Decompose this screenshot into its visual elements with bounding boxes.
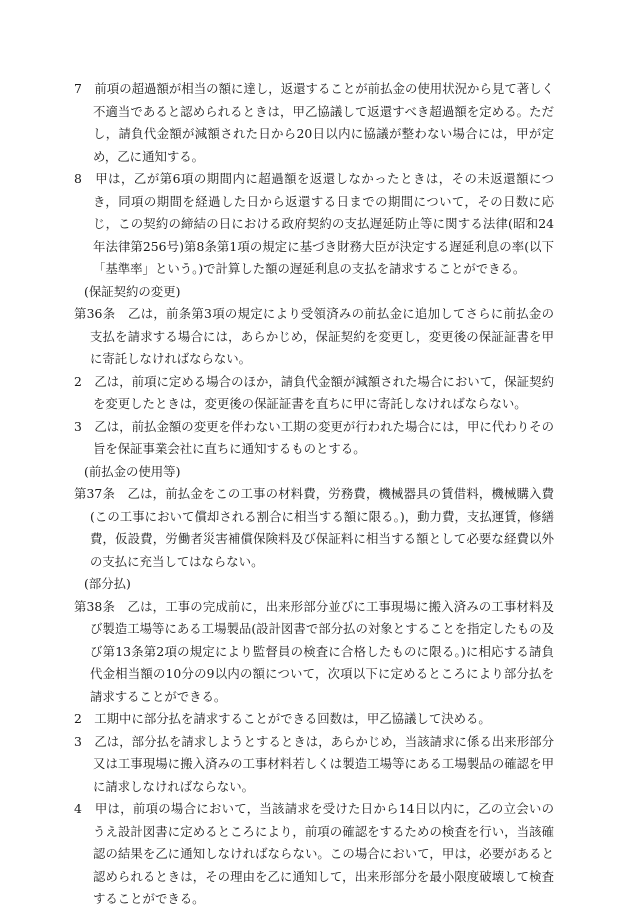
heading-article-37: (前払金の使用等) bbox=[84, 463, 181, 479]
paragraph-36-2: 2 乙は，前項に定める場合のほか，請負代金額が減額された場合において，保証契約を変更したときは，変更後の保証証書を直ちに甲に寄託しなければならない。 bbox=[74, 373, 554, 411]
document-body bbox=[74, 78, 554, 911]
paragraph-38-4: 4 甲は，前項の場合において，当該請求を受けた日から14日以内に，乙の立会いのうえ設計図書に定めるところにより，前項の確認をするための検査を行い，当該確認の結果を乙に通知しなければならない。この場合において，甲は，必要があると認められるときは，その理由を乙に通知して，出来形部分を最小限度破壊して検査することができる。 bbox=[74, 801, 554, 906]
heading-article-38: (部分払) bbox=[84, 576, 131, 591]
article-37: 第37条 乙は，前払金をこの工事の材料費，労務費，機械器具の賃借料，機械購入費(この工事において償却される割合に相当する額に限る。)，動力費，支払運賃，修繕費，仮設費，労働者災害補償保険料及び保証料に相当する額として必要な経費以外の支払に充当してはならない。 bbox=[74, 486, 554, 569]
paragraph-38-2: 2 工期中に部分払を請求することができる回数は，甲乙協議して決める。 bbox=[74, 711, 491, 726]
paragraph-35-7: 7 前項の超過額が相当の額に達し，返還することが前払金の使用状況から見て著しく不適当であると認められるときは，甲乙協議して返還すべき超過額を定める。ただし，請負代金額が減額された日から20日以内に協議が整わない場合には，甲が定め，乙に通知する。 bbox=[74, 81, 554, 164]
article-38: 第38条 乙は，工事の完成前に，出来形部分並びに工事現場に搬入済みの工事材料及び製造工場等にある工場製品(設計図書で部分払の対象とすることを指定したもの及び第13条第2項の規定により監督員の検査に合格したものに限る。)に相応する請負代金相当額の10分の9以内の額について，次項以下に定めるところにより部分払を請求することができる。 bbox=[74, 598, 554, 704]
heading-article-36: (保証契約の変更) bbox=[84, 283, 181, 299]
paragraph-35-8: 8 甲は，乙が第6項の期間内に超過額を返還しなかったときは，その未返還額につき，同項の期間を経過した日から返還する日までの期間について，その日数に応じ，この契約の締結の日における政府契約の支払遅延防止等に関する法律(昭和24年法律第256号)第8条第1項の規定に基づき財務大臣が決定する遅延利息の率(以下「基準率」という。)で計算した額の遅延利息の支払を請求することができる。 bbox=[74, 171, 554, 276]
paragraph-38-3: 3 乙は，部分払を請求しようとするときは，あらかじめ，当該請求に係る出来形部分又は工事現場に搬入済みの工事材料若しくは製造工場等にある工場製品の確認を甲に請求しなければならない。 bbox=[74, 733, 554, 794]
paragraph-36-3: 3 乙は，前払金額の変更を伴わない工期の変更が行われた場合には，甲に代わりその旨を保証事業会社に直ちに通知するものとする。 bbox=[74, 418, 554, 456]
article-36: 第36条 乙は，前条第3項の規定により受領済みの前払金に追加してさらに前払金の支払を請求する場合には，あらかじめ，保証契約を変更し，変更後の保証証書を甲に寄託しなければならない。 bbox=[74, 306, 554, 366]
